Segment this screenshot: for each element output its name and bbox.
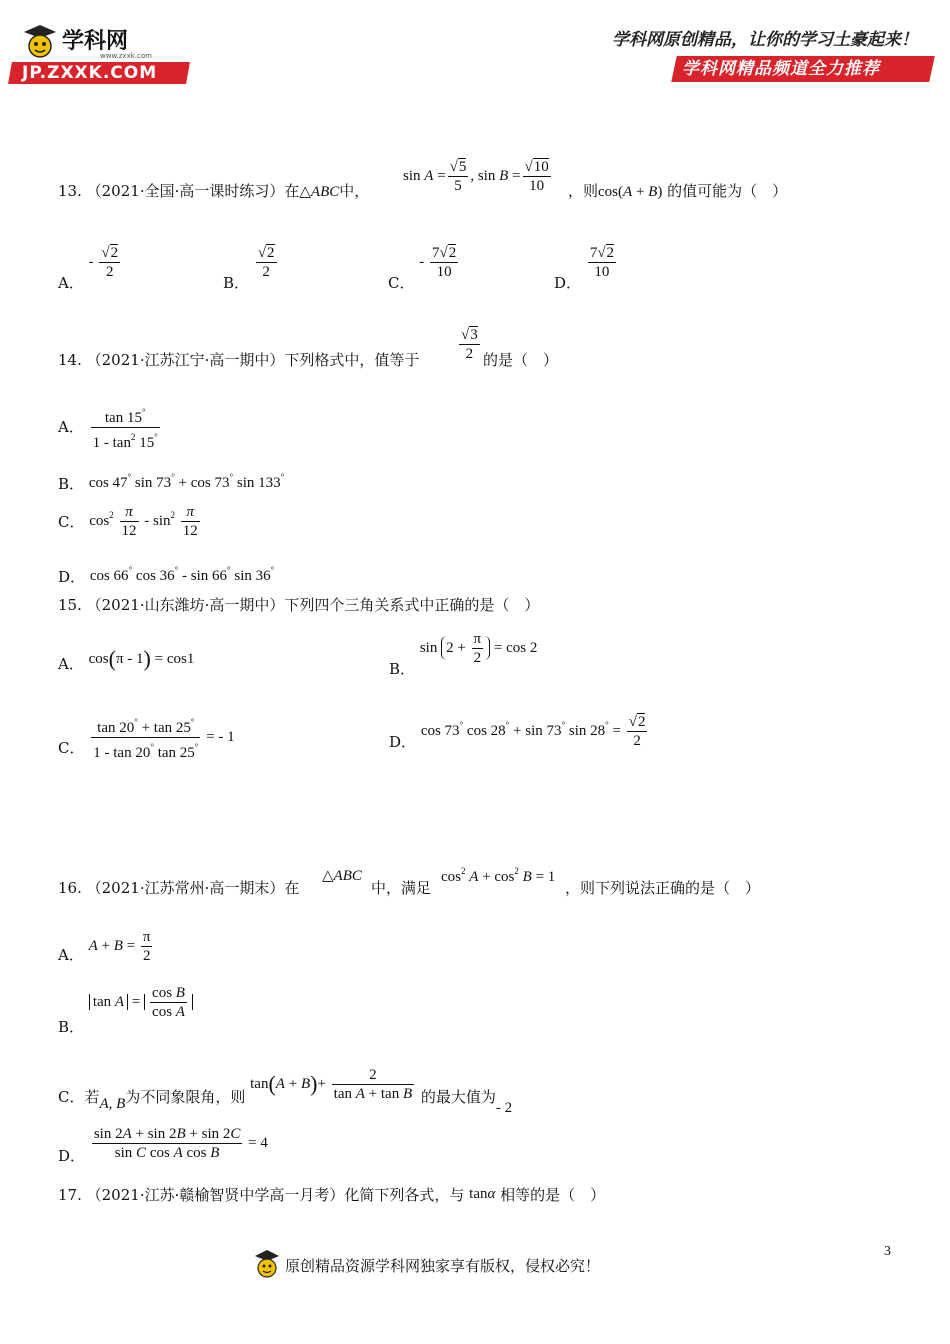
q16-option-b[interactable]: B． tan A = $\frac{\text{cos B}}{\text{cos A}}$ (58, 984, 193, 1021)
q13-option-b[interactable]: B． $\frac{√2}{2}$ (223, 245, 275, 292)
q14-option-c[interactable]: C． $\cos^2$ $\frac{\pi}{12}$ - $\sin^2$ $\frac{\pi}{12}$ (58, 504, 198, 539)
math-cos-a-plus-b: cos(A + B) (598, 184, 663, 200)
q16-option-d[interactable]: D． $\frac{\sin 2A + \sin 2B + \sin 2C}{\text{sin C cos A cos B}}$ = 4 (58, 1126, 268, 1165)
logo-name: 学科网 (62, 29, 129, 54)
logo-site-small: www.zxxk.com (100, 52, 152, 60)
question-number: 17. (58, 1186, 82, 1204)
q14-option-a[interactable]: A． $\frac{\tan 15^\circ}{1 - \tan^2 15^\circ}$ (58, 404, 162, 453)
question-source: （2021·江苏江宁·高一期中） (86, 351, 285, 369)
math-tan-alpha: tanα (469, 1186, 496, 1202)
footer-copyright: 原创精品资源学科网独家享有版权，侵权必究！ (285, 1257, 601, 1275)
q15-option-a[interactable]: A． cos(π - 1) = cos1 (58, 646, 195, 673)
question-source: （2021·山东潍坊·高一期中） (86, 596, 285, 614)
q15-option-c[interactable]: C． $\frac{\tan 20^\circ + \tan 25^\circ}{1 - \tan 20^\circ \tan 25^\circ}$ = - 1 (58, 713, 235, 762)
q13-option-c[interactable]: C． - $\frac{7√2}{10}$ (388, 245, 457, 292)
q14-option-b[interactable]: B． cos 47° sin 73° + cos 73° sin 133° (58, 472, 285, 493)
question-number: 15. (58, 596, 82, 614)
q16-option-c[interactable]: C．若A, B为不同象限角，则 tan(A + B)+ $\frac{2}{\text{tan A + tan B}}$ 的最大值为- 2 (58, 1067, 513, 1116)
q13-option-a[interactable]: A． - $\frac{√2}{2}$ (58, 245, 119, 292)
logo-url: JP.ZXXK.COM (22, 63, 158, 83)
question-14: 14. （2021·江苏江宁·高一期中）下列格式中，值等于 (58, 351, 420, 369)
math-triangle-abc: △ABC (299, 184, 340, 200)
question-number: 14. (58, 351, 82, 369)
question-source: （2021·江苏常州·高一期末） (86, 879, 285, 897)
question-source: （2021·江苏·赣榆智贤中学高一月考） (86, 1186, 345, 1204)
question-number: 13. (58, 182, 82, 200)
q13-option-d[interactable]: D． $\frac{7√2}{10}$ (554, 245, 615, 292)
question-17: 17. （2021·江苏·赣榆智贤中学高一月考）化简下列各式，与 tanα 相等的是（ ） (58, 1186, 606, 1204)
question-16: 16. （2021·江苏常州·高一期末）在 (58, 879, 300, 897)
question-13: 13. （2021·全国·高一课时练习）在△ABC中， (58, 182, 370, 200)
q14-option-d[interactable]: D． cos 66° cos 36° - sin 66° sin 36° (58, 565, 275, 586)
mascot-icon (252, 1248, 282, 1282)
math-cos2a-cos2b: $\cos^2 A + \cos^2 B = 1$ (441, 866, 556, 885)
page-number: 3 (884, 1244, 891, 1259)
header-slogan: 学科网原创精品，让你的学习土豪起来！ (612, 30, 918, 50)
header-banner-text: 学科网精品频道全力推荐 (682, 59, 880, 79)
math-sqrt3-over-2: $\frac{√3}{2}$ (461, 327, 478, 362)
question-15: 15. （2021·山东潍坊·高一期中）下列四个三角关系式中正确的是（ ） (58, 596, 540, 614)
math-triangle-abc: △ABC (322, 868, 362, 884)
site-logo (10, 22, 190, 86)
q16-option-a[interactable]: A． A + B = $\frac{\pi}{2}$ (58, 929, 151, 964)
question-number: 16. (58, 879, 82, 897)
math-sinA-sinB: sin A = $\frac{√5}{5}$ , sin B = $\frac{√10}{10}$ (403, 159, 549, 194)
q15-option-d[interactable]: D． cos 73° cos 28° + sin 73° sin 28° = $\frac{√2}{2}$ (389, 714, 646, 751)
q15-option-b[interactable]: B． sin 2 + $\frac{\pi}{2}$ = cos 2 (389, 631, 538, 678)
question-source: （2021·全国·高一课时练习） (86, 182, 285, 200)
question-13-tail: ，则cos(A + B) 的值可能为（ ） (568, 182, 788, 200)
mascot-icon (18, 22, 62, 64)
